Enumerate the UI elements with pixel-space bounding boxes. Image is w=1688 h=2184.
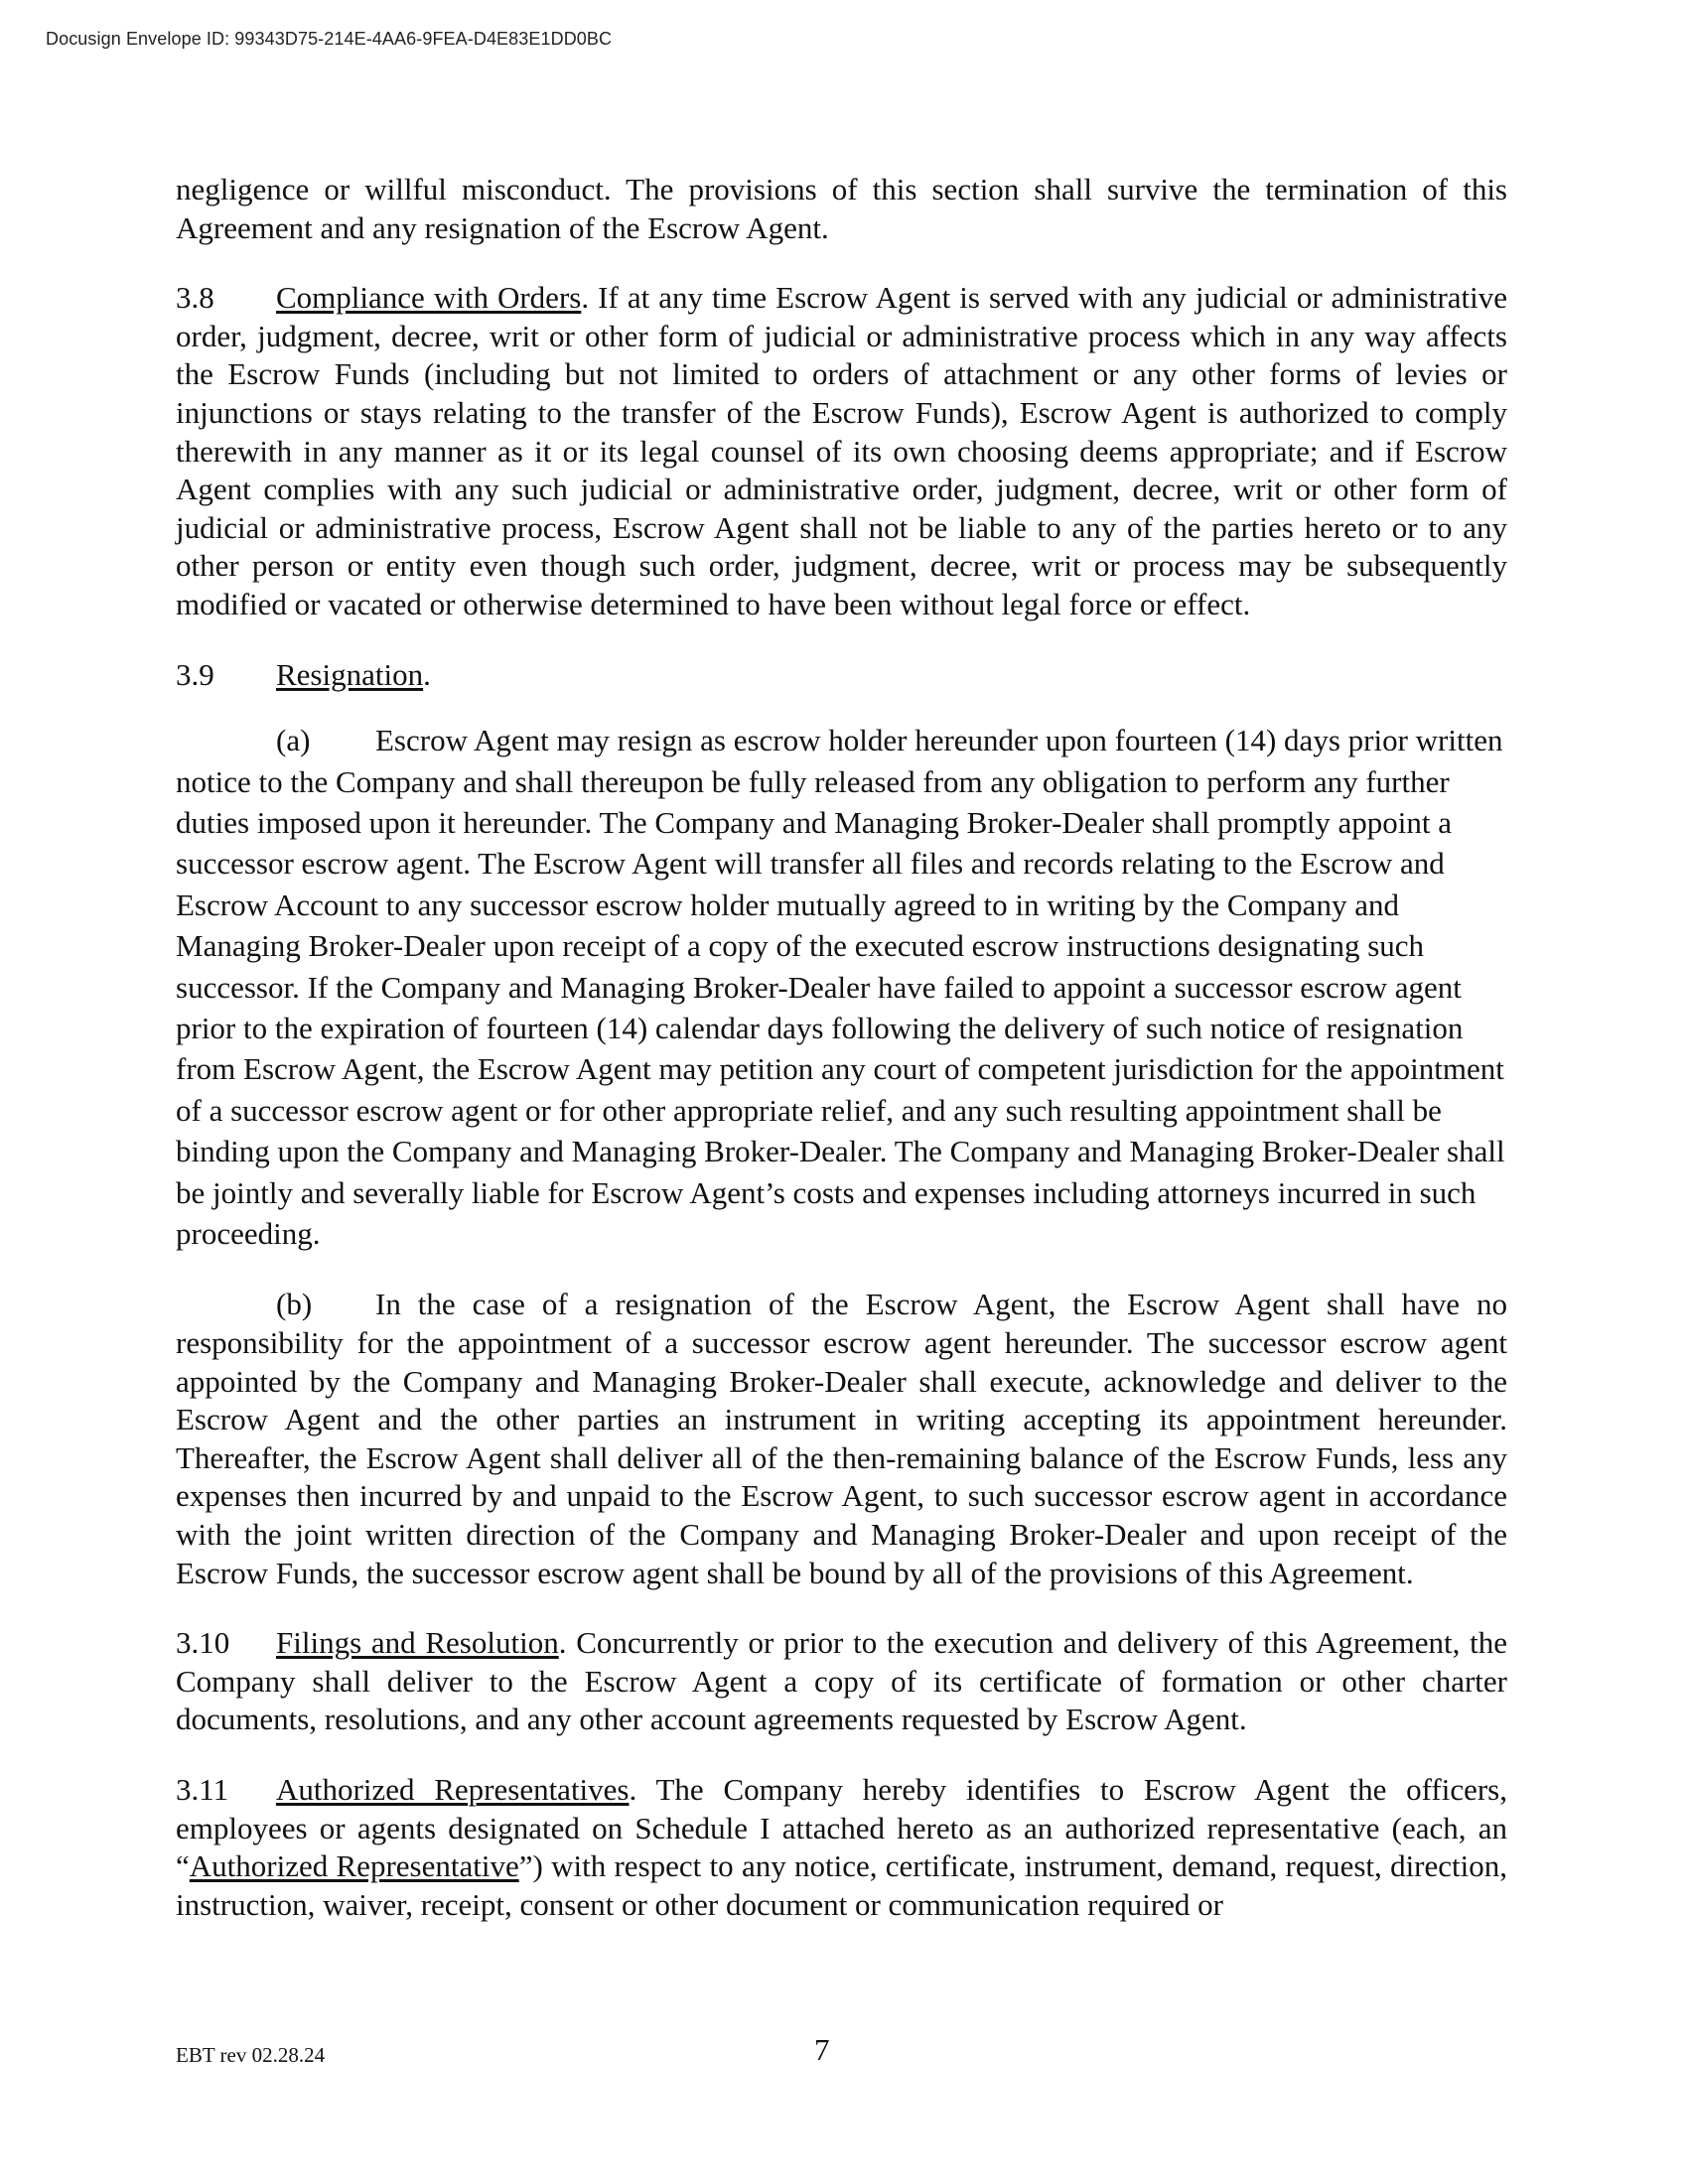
section-3-9-a <box>176 720 1507 1254</box>
section-number: 3.9 <box>176 656 214 692</box>
subsection-text: Escrow Agent may resign as escrow holder hereunder upon fourteen (14) days prior written notice to the Company and shall thereupon be fully released from any obligation to perform any further duties imposed upon it hereunder. The Company and Managing Broker-Dealer shall promptly appoint a successor escrow agent. The Escrow Agent will transfer all files and records relating to the Escrow and Escrow Account to any successor escrow holder mutually agreed to in writing by the Company and Managing Broker-Dealer upon receipt of a copy of the executed escrow instructions designating such successor. If the Company and Managing Broker-Dealer have failed to appoint a successor escrow agent prior to the expiration of fourteen (14) calendar days following the delivery of such notice of resignation from Escrow Agent, the Escrow Agent may petition any court of competent jurisdiction for the appointment of a successor escrow agent or for other appropriate relief, and any such resulting appointment shall be binding upon the Company and Managing Broker-Dealer. The Company and Managing Broker-Dealer shall be jointly and severally liable for Escrow Agent’s costs and expenses including attorneys incurred in such proceeding. <box>176 723 1505 1251</box>
section-heading: Compliance with Orders <box>276 280 582 316</box>
footer-revision: EBT rev 02.28.24 <box>176 2043 326 2067</box>
document-body <box>176 171 1507 1956</box>
section-3-8: 3.8 Compliance with Orders. If at any time Escrow Agent is served with any judicial or administrative order, judgment, decree, writ or other form of judicial or administrative process which in any way affects the Escrow Funds (including but not limited to orders of attachment or any other forms of levies or injunctions or stays relating to the transfer of the Escrow Funds), Escrow Agent is authorized to comply therewith in any manner as it or its legal counsel of its own choosing deems appropriate; and if Escrow Agent complies with any such judicial or administrative order, judgment, decree, writ or other form of judicial or administrative process, Escrow Agent shall not be liable to any of the parties hereto or to any other person or entity even though such order, judgment, decree, writ or process may be subsequently modified or vacated or otherwise determined to have been without legal force or effect. <box>176 280 1508 621</box>
subsection-label: (b) <box>276 1287 313 1322</box>
section-3-10: 3.10 Filings and Resolution. Concurrently or prior to the execution and delivery of this Agreement, the Company shall deliver to the Escrow Agent a copy of its certificate of formation or other charter documents, resolutions, and any other account agreements requested by Escrow Agent. <box>176 1625 1508 1737</box>
docusign-envelope-id: Docusign Envelope ID: 99343D75-214E-4AA6-9FEA-D4E83E1DD0BC <box>46 29 613 49</box>
subsection-label: (a) <box>276 723 311 758</box>
section-text: The Company hereby identifies to Escrow Agent the officers, employees or agents designated on Schedule I attached hereto as an authorized representative (each, an “ <box>176 1771 1507 1884</box>
page-number: 7 <box>814 2032 830 2067</box>
section-text-continued: ”) with respect to any notice, certificate, instrument, demand, request, direction, instruction, waiver, receipt, consent or other document or communication required or <box>176 1848 1507 1922</box>
subsection-text: In the case of a resignation of the Escrow Agent, the Escrow Agent shall have no responsibility for the appointment of a successor escrow agent hereunder. The successor escrow agent appointed by the Company and Managing Broker-Dealer shall execute, acknowledge and deliver to the Escrow Agent and the other parties an instrument in writing accepting its appointment hereunder. Thereafter, the Escrow Agent shall deliver all of the then-remaining balance of the Escrow Funds, less any expenses then incurred by and unpaid to the Escrow Agent, to such successor escrow agent in accordance with the joint written direction of the Company and Managing Broker-Dealer and upon receipt of the Escrow Funds, the successor escrow agent shall be bound by all of the provisions of this Agreement. <box>176 1287 1507 1590</box>
section-number: 3.11 <box>176 1771 229 1807</box>
section-heading: Authorized Representatives <box>276 1771 630 1807</box>
section-3-9-b <box>176 1286 1507 1592</box>
paragraph-continuation: negligence or willful misconduct. The provisions of this section shall survive the termination of this Agreement and any resignation of the Escrow Agent. <box>176 172 1507 245</box>
section-3-11: 3.11 Authorized Representatives. The Company hereby identifies to Escrow Agent the officers, employees or agents designated on Schedule I attached hereto as an authorized representative (each, an “Authorized Representative”) with respect to any notice, certificate, instrument, demand, request, direction, instruction, waiver, receipt, consent or other document or communication required or <box>176 1771 1507 1922</box>
section-number: 3.8 <box>176 280 214 316</box>
section-text: If at any time Escrow Agent is served with any judicial or administrative order, judgment, decree, writ or other form of judicial or administrative process which in any way affects the Escrow Funds (including but not limited to orders of attachment or any other forms of levies or injunctions or stays relating to the transfer of the Escrow Funds), Escrow Agent is authorized to comply therewith in any manner as it or its legal counsel of its own choosing deems appropriate; and if Escrow Agent complies with any such judicial or administrative order, judgment, decree, writ or other form of judicial or administrative process, Escrow Agent shall not be liable to any of the parties hereto or to any other person or entity even though such order, judgment, decree, writ or process may be subsequently modified or vacated or otherwise determined to have been without legal force or effect. <box>176 280 1508 621</box>
section-number: 3.10 <box>176 1625 230 1661</box>
section-heading: Filings and Resolution <box>276 1625 559 1661</box>
section-heading: Resignation <box>276 656 424 692</box>
section-3-9: 3.9 Resignation. <box>176 656 1507 695</box>
section-text: Concurrently or prior to the execution and delivery of this Agreement, the Company shall deliver to the Escrow Agent a copy of its certificate of formation or other charter documents, resolutions, and any other account agreements requested by Escrow Agent. <box>176 1625 1508 1737</box>
defined-term: Authorized Representative <box>189 1848 519 1884</box>
